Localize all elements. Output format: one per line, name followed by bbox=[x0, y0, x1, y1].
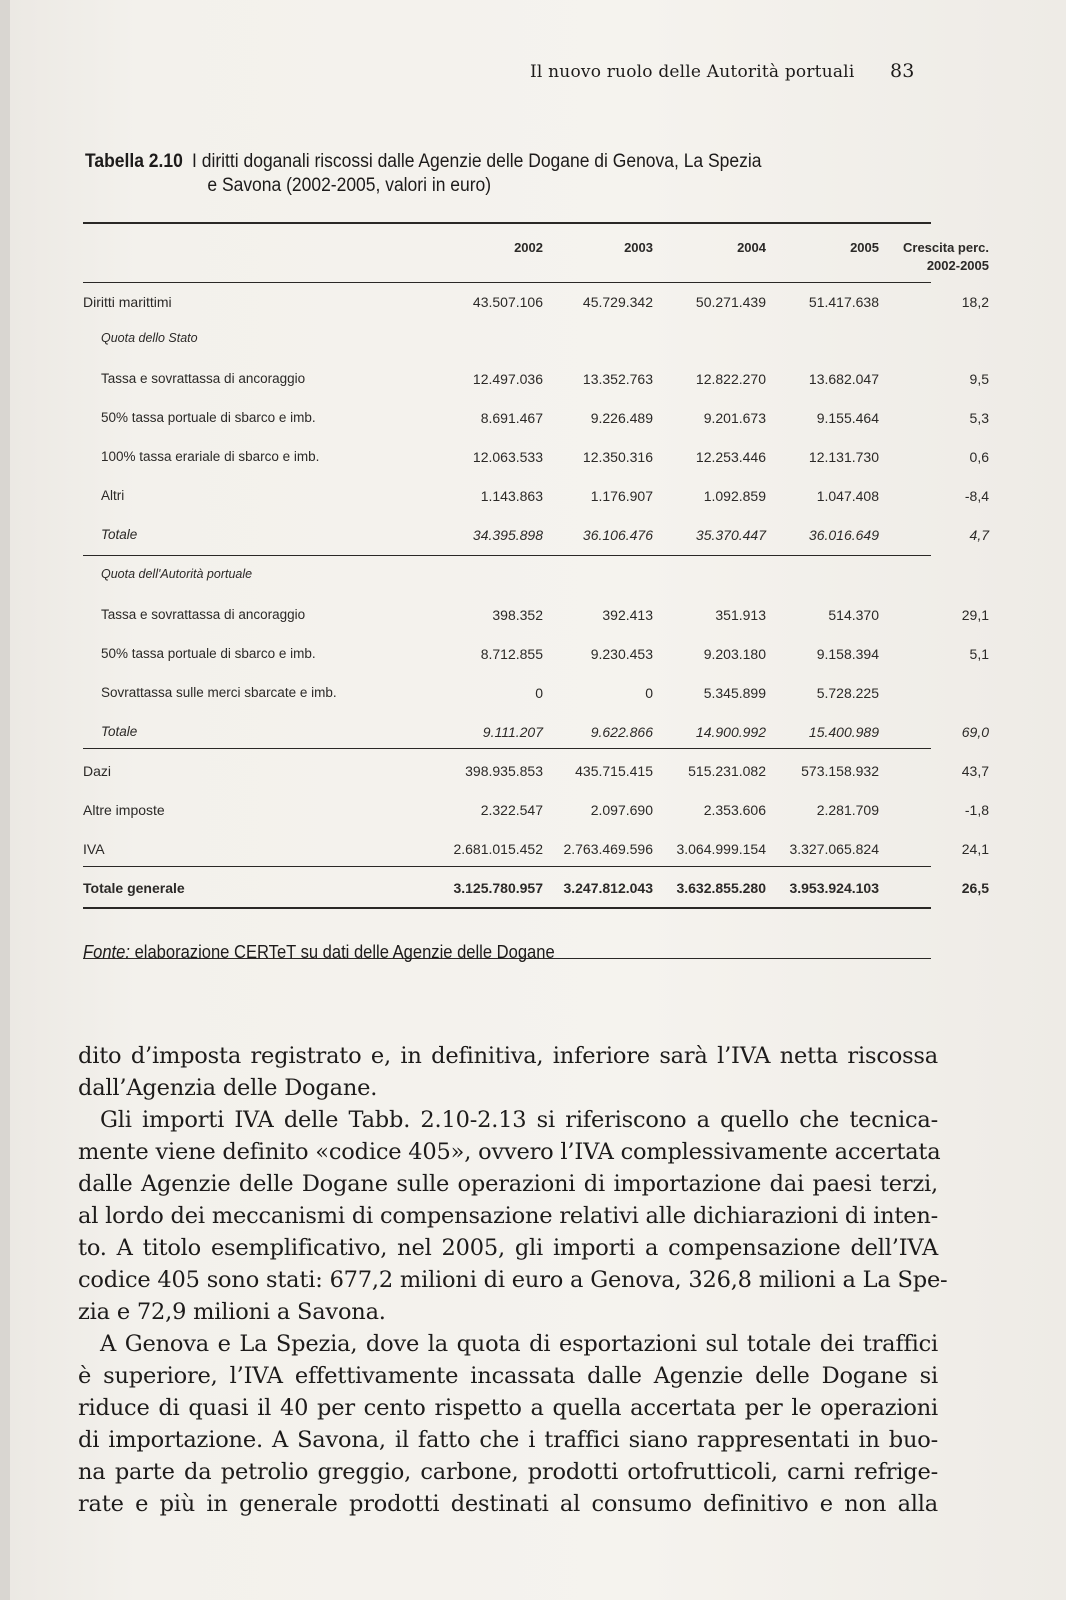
col-header-growth: Crescita perc. bbox=[903, 240, 989, 255]
cell-2004: 9.201.673 bbox=[703, 410, 766, 426]
col-header-growth-period: 2002-2005 bbox=[926, 258, 989, 273]
cell-2005: 36.016.649 bbox=[808, 527, 879, 543]
table-section-header bbox=[83, 567, 931, 589]
text-line: na parte da petrolio greggio, carbone, prodotti ortofrutticoli, carni refrige- bbox=[78, 1459, 938, 1485]
cell-2004: 5.345.899 bbox=[703, 685, 766, 701]
table-source bbox=[83, 942, 555, 963]
cell-2003: 9.230.453 bbox=[590, 646, 653, 662]
cell-2002: 1.143.863 bbox=[480, 488, 543, 504]
cell-2003: 392.413 bbox=[602, 607, 653, 623]
cell-growth: 24,1 bbox=[961, 841, 989, 857]
row-label: Sovrattassa sulle merci sbarcate e imb. bbox=[101, 685, 337, 700]
cell-2004: 515.231.082 bbox=[688, 763, 766, 779]
cell-2003: 3.247.812.043 bbox=[563, 880, 653, 896]
table-row bbox=[83, 802, 989, 824]
section-rule-1 bbox=[83, 555, 931, 556]
cell-2003: 13.352.763 bbox=[582, 371, 653, 387]
text-line: di importazione. A Savona, il fatto che i traffici siano rappresentati in buo- bbox=[78, 1427, 938, 1453]
table-row bbox=[83, 841, 989, 863]
row-label: IVA bbox=[83, 841, 105, 857]
row-label: 50% tassa portuale di sbarco e imb. bbox=[101, 646, 316, 661]
table-bottom-rule bbox=[83, 907, 931, 909]
cell-2004: 50.271.439 bbox=[695, 294, 766, 310]
cell-growth: 43,7 bbox=[961, 763, 989, 779]
table-row-grand-total bbox=[83, 880, 989, 902]
section-rule-2 bbox=[83, 748, 931, 749]
cell-2002: 43.507.106 bbox=[472, 294, 543, 310]
cell-2004: 14.900.992 bbox=[695, 724, 766, 740]
row-label: Tassa e sovrattassa di ancoraggio bbox=[101, 371, 306, 386]
cell-2004: 9.203.180 bbox=[703, 646, 766, 662]
table-row bbox=[83, 294, 989, 316]
table-row bbox=[83, 488, 989, 510]
table-row bbox=[83, 685, 931, 707]
section-rule-3 bbox=[83, 866, 931, 867]
cell-growth: 4,7 bbox=[969, 527, 989, 543]
cell-2005: 1.047.408 bbox=[816, 488, 879, 504]
page-number: 83 bbox=[890, 60, 915, 82]
table-section-header bbox=[83, 331, 931, 353]
caption-line-2: e Savona (2002-2005, valori in euro) bbox=[207, 175, 492, 196]
table-row-subtotal bbox=[83, 724, 989, 746]
cell-2003: 9.226.489 bbox=[590, 410, 653, 426]
cell-growth: 5,3 bbox=[969, 410, 989, 426]
cell-2003: 2.097.690 bbox=[590, 802, 653, 818]
cell-2004: 2.353.606 bbox=[703, 802, 766, 818]
text-line: zia e 72,9 milioni a Savona. bbox=[78, 1299, 386, 1325]
text-line: dito d’imposta registrato e, in definitiva, inferiore sarà l’IVA netta riscossa bbox=[78, 1043, 938, 1069]
cell-2003: 9.622.866 bbox=[590, 724, 653, 740]
cell-2002: 0 bbox=[535, 685, 543, 701]
cell-growth: 26,5 bbox=[961, 880, 989, 896]
row-label: Totale bbox=[101, 527, 138, 542]
text-line: al lordo dei meccanismi di compensazione relativi alle dichiarazioni di inten- bbox=[78, 1203, 939, 1229]
row-label: 100% tassa erariale di sbarco e imb. bbox=[101, 449, 320, 464]
table-caption bbox=[85, 150, 867, 198]
cell-2002: 12.497.036 bbox=[472, 371, 543, 387]
cell-growth: -1,8 bbox=[964, 802, 989, 818]
text-line: è superiore, l’IVA effettivamente incassata dalle Agenzie delle Dogane si bbox=[78, 1363, 938, 1389]
cell-2002: 8.712.855 bbox=[480, 646, 543, 662]
text-line: Gli importi IVA delle Tabb. 2.10-2.13 si riferiscono a quello che tecnica- bbox=[100, 1107, 938, 1133]
cell-2003: 45.729.342 bbox=[582, 294, 653, 310]
header-rule bbox=[83, 282, 931, 283]
cell-2005: 5.728.225 bbox=[816, 685, 879, 701]
row-label: Altre imposte bbox=[83, 802, 165, 818]
running-head-title: Il nuovo ruolo delle Autorità portuali bbox=[530, 62, 855, 82]
cell-growth: 29,1 bbox=[961, 607, 989, 623]
text-line: to. A titolo esemplificativo, nel 2005, gli importi a compensazione dell’IVA bbox=[78, 1235, 938, 1261]
cell-2004: 351.913 bbox=[715, 607, 766, 623]
text-line: codice 405 sono stati: 677,2 milioni di euro a Genova, 326,8 milioni a La Spe- bbox=[78, 1267, 948, 1293]
cell-2002: 3.125.780.957 bbox=[453, 880, 543, 896]
cell-2002: 8.691.467 bbox=[480, 410, 543, 426]
cell-2005: 13.682.047 bbox=[808, 371, 879, 387]
cell-2005: 573.158.932 bbox=[801, 763, 879, 779]
cell-2003: 1.176.907 bbox=[590, 488, 653, 504]
book-page bbox=[10, 0, 1066, 1600]
col-header-2005: 2005 bbox=[850, 240, 879, 255]
cell-growth: -8,4 bbox=[964, 488, 989, 504]
cell-growth: 5,1 bbox=[969, 646, 989, 662]
row-label: Totale bbox=[101, 724, 138, 739]
text-line: mente viene definito «codice 405», ovvero l’IVA complessivamente accertata bbox=[78, 1139, 941, 1165]
cell-2005: 15.400.989 bbox=[808, 724, 879, 740]
cell-2004: 12.253.446 bbox=[695, 449, 766, 465]
cell-growth: 9,5 bbox=[969, 371, 989, 387]
cell-2005: 514.370 bbox=[828, 607, 879, 623]
row-label: Tassa e sovrattassa di ancoraggio bbox=[101, 607, 306, 622]
text-line: rate e più in generale prodotti destinati al consumo definitivo e non alla bbox=[78, 1491, 938, 1517]
cell-2004: 12.822.270 bbox=[695, 371, 766, 387]
caption-line-1: I diritti doganali riscossi dalle Agenzie delle Dogane di Genova, La Spezia bbox=[192, 151, 762, 172]
cell-2004: 3.064.999.154 bbox=[676, 841, 766, 857]
cell-2005: 12.131.730 bbox=[808, 449, 879, 465]
table-row bbox=[83, 646, 989, 668]
text-line: riduce di quasi il 40 per cento rispetto a quella accertata per le operazioni bbox=[78, 1395, 938, 1421]
table-row-subtotal bbox=[83, 527, 989, 549]
body-text bbox=[78, 1040, 948, 1520]
cell-2005: 9.158.394 bbox=[816, 646, 879, 662]
col-header-2004: 2004 bbox=[737, 240, 766, 255]
cell-2003: 0 bbox=[645, 685, 653, 701]
col-header-2002: 2002 bbox=[514, 240, 543, 255]
table-row bbox=[83, 410, 989, 432]
table-top-rule bbox=[83, 222, 931, 224]
row-label: Quota dello Stato bbox=[101, 331, 198, 345]
cell-2002: 12.063.533 bbox=[472, 449, 543, 465]
row-label: Diritti marittimi bbox=[83, 294, 172, 310]
cell-2002: 2.322.547 bbox=[480, 802, 543, 818]
source-label: Fonte: bbox=[83, 942, 130, 962]
cell-2004: 35.370.447 bbox=[695, 527, 766, 543]
cell-2003: 435.715.415 bbox=[575, 763, 653, 779]
text-line: dalle Agenzie delle Dogane sulle operazioni di importazione dai paesi terzi, bbox=[78, 1171, 938, 1197]
cell-2002: 398.935.853 bbox=[465, 763, 543, 779]
cell-2002: 34.395.898 bbox=[472, 527, 543, 543]
cell-2003: 36.106.476 bbox=[582, 527, 653, 543]
cell-growth: 0,6 bbox=[969, 449, 989, 465]
row-label: Dazi bbox=[83, 763, 112, 779]
cell-2002: 9.111.207 bbox=[482, 724, 543, 740]
cell-growth: 18,2 bbox=[961, 294, 989, 310]
cell-2005: 9.155.464 bbox=[816, 410, 879, 426]
text-line: dall’Agenzia delle Dogane. bbox=[78, 1075, 378, 1101]
text-line: A Genova e La Spezia, dove la quota di esportazioni sul totale dei traffici bbox=[100, 1331, 938, 1357]
table-row bbox=[83, 607, 989, 629]
table-row bbox=[83, 371, 989, 393]
col-header-2003: 2003 bbox=[624, 240, 653, 255]
cell-2005: 3.327.065.824 bbox=[789, 841, 879, 857]
cell-2005: 51.417.638 bbox=[808, 294, 879, 310]
table-row bbox=[83, 763, 989, 785]
row-label: Quota dell'Autorità portuale bbox=[101, 567, 253, 581]
cell-2003: 12.350.316 bbox=[582, 449, 653, 465]
table-number: Tabella 2.10 bbox=[85, 151, 183, 172]
cell-2005: 2.281.709 bbox=[816, 802, 879, 818]
source-text: elaborazione CERTeT su dati delle Agenzie delle Dogane bbox=[134, 942, 555, 962]
cell-2004: 1.092.859 bbox=[703, 488, 766, 504]
cell-2003: 2.763.469.596 bbox=[563, 841, 653, 857]
row-label: 50% tassa portuale di sbarco e imb. bbox=[101, 410, 316, 425]
cell-2004: 3.632.855.280 bbox=[676, 880, 766, 896]
cell-2002: 2.681.015.452 bbox=[453, 841, 543, 857]
row-label: Totale generale bbox=[83, 880, 185, 896]
cell-2002: 398.352 bbox=[492, 607, 543, 623]
cell-growth: 69,0 bbox=[961, 724, 989, 740]
row-label: Altri bbox=[101, 488, 125, 503]
table-row bbox=[83, 449, 989, 471]
cell-2005: 3.953.924.103 bbox=[789, 880, 879, 896]
